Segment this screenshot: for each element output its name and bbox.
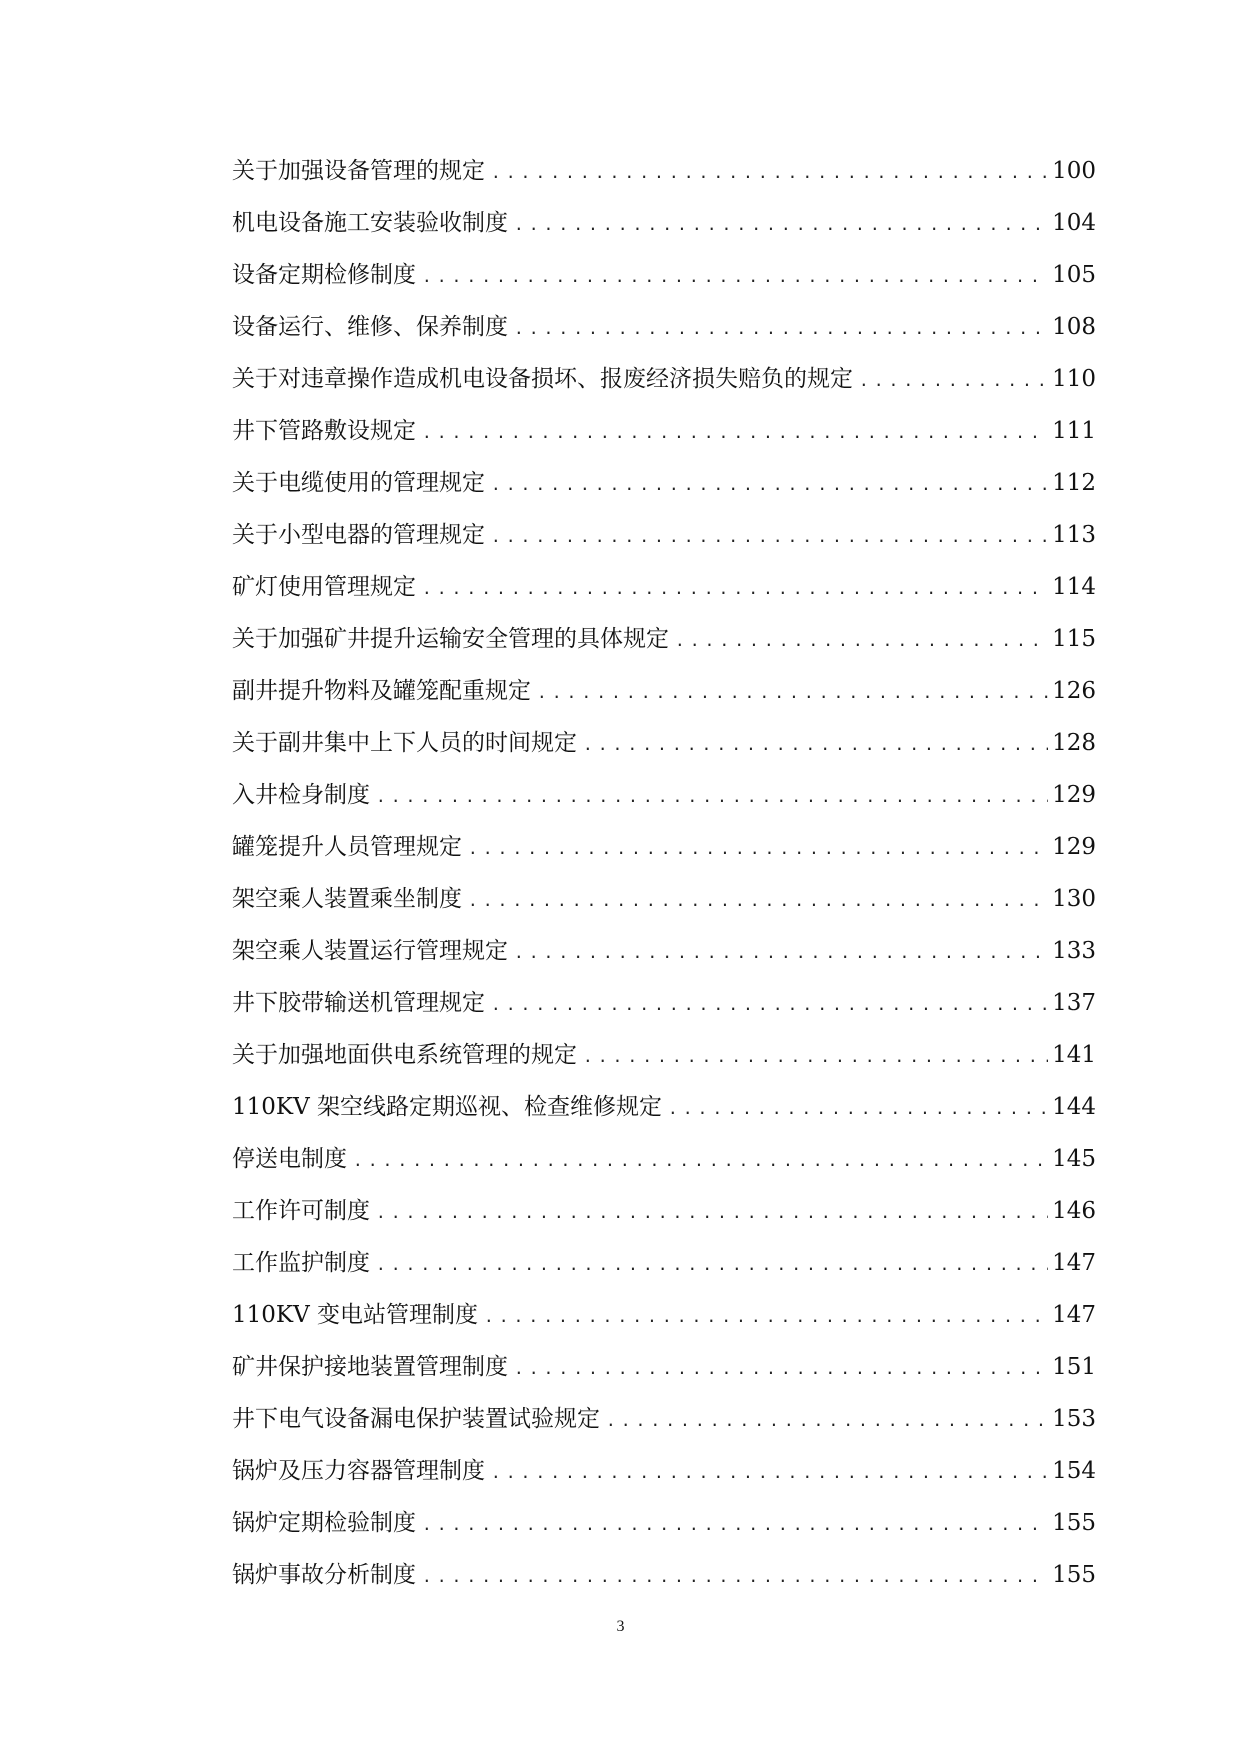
- toc-entry-page: 111: [1052, 418, 1096, 444]
- toc-dot-leader: [537, 680, 1048, 706]
- toc-dot-leader: [491, 472, 1048, 498]
- toc-entry-page: 130: [1052, 886, 1096, 912]
- toc-entry[interactable]: [232, 210, 1096, 262]
- toc-dot-leader: [514, 212, 1048, 238]
- toc-dot-leader: [859, 368, 1048, 394]
- toc-dot-leader: [491, 992, 1048, 1018]
- toc-entry-title: 井下管路敷设规定: [232, 418, 416, 444]
- toc-dot-leader: [668, 1096, 1048, 1122]
- toc-dot-leader: [376, 1252, 1048, 1278]
- toc-entry-page: 145: [1052, 1146, 1096, 1172]
- page-number: 3: [616, 1618, 625, 1635]
- toc-entry-title: 井下胶带输送机管理规定: [232, 990, 485, 1016]
- toc-dot-leader: [376, 1200, 1048, 1226]
- toc-dot-leader: [491, 524, 1048, 550]
- toc-entry-page: 129: [1052, 834, 1096, 860]
- toc-entry[interactable]: [232, 1354, 1096, 1406]
- toc-entry-page: 154: [1052, 1458, 1096, 1484]
- toc-entry[interactable]: [232, 1562, 1096, 1614]
- toc-dot-leader: [606, 1408, 1048, 1434]
- toc-entry-page: 104: [1052, 210, 1096, 236]
- toc-entry-title: 架空乘人装置运行管理规定: [232, 938, 508, 964]
- toc-entry-page: 141: [1052, 1042, 1096, 1068]
- toc-entry-page: 146: [1052, 1198, 1096, 1224]
- toc-entry[interactable]: [232, 366, 1096, 418]
- toc-entry[interactable]: [232, 1302, 1096, 1354]
- toc-entry[interactable]: [232, 158, 1096, 210]
- toc-entry-title: 架空乘人装置乘坐制度: [232, 886, 462, 912]
- toc-dot-leader: [422, 420, 1048, 446]
- toc-dot-leader: [583, 1044, 1048, 1070]
- toc-entry[interactable]: [232, 1042, 1096, 1094]
- toc-entry-title: 锅炉及压力容器管理制度: [232, 1458, 485, 1484]
- table-of-contents: [232, 158, 1096, 1614]
- toc-entry[interactable]: [232, 990, 1096, 1042]
- toc-entry-page: 108: [1052, 314, 1096, 340]
- toc-entry-page: 112: [1052, 470, 1096, 496]
- toc-entry[interactable]: [232, 1250, 1096, 1302]
- toc-entry[interactable]: [232, 314, 1096, 366]
- toc-entry-page: 137: [1052, 990, 1096, 1016]
- toc-entry-title: 关于电缆使用的管理规定: [232, 470, 485, 496]
- toc-entry-title: 110KV 变电站管理制度: [232, 1302, 479, 1328]
- toc-dot-leader: [422, 264, 1048, 290]
- toc-entry[interactable]: [232, 470, 1096, 522]
- toc-dot-leader: [675, 628, 1048, 654]
- toc-entry-page: 151: [1052, 1354, 1096, 1380]
- toc-entry[interactable]: [232, 678, 1096, 730]
- toc-entry[interactable]: [232, 782, 1096, 834]
- toc-entry-title: 关于加强矿井提升运输安全管理的具体规定: [232, 626, 669, 652]
- toc-dot-leader: [491, 160, 1048, 186]
- toc-dot-leader: [468, 836, 1048, 862]
- toc-entry-title: 锅炉事故分析制度: [232, 1562, 416, 1588]
- toc-entry-title: 关于小型电器的管理规定: [232, 522, 485, 548]
- toc-entry-title: 关于副井集中上下人员的时间规定: [232, 730, 577, 756]
- toc-entry-title: 罐笼提升人员管理规定: [232, 834, 462, 860]
- toc-entry-title: 110KV 架空线路定期巡视、检查维修规定: [232, 1094, 663, 1120]
- toc-entry-title: 关于加强地面供电系统管理的规定: [232, 1042, 577, 1068]
- toc-entry[interactable]: [232, 1510, 1096, 1562]
- toc-entry-page: 155: [1052, 1510, 1096, 1536]
- toc-entry[interactable]: [232, 1146, 1096, 1198]
- toc-entry-page: 129: [1052, 782, 1096, 808]
- toc-entry-page: 133: [1052, 938, 1096, 964]
- toc-entry[interactable]: [232, 886, 1096, 938]
- toc-entry-page: 147: [1052, 1302, 1096, 1328]
- toc-entry[interactable]: [232, 730, 1096, 782]
- toc-entry[interactable]: [232, 1406, 1096, 1458]
- toc-dot-leader: [422, 1512, 1048, 1538]
- toc-entry-title: 工作监护制度: [232, 1250, 370, 1276]
- toc-entry-page: 114: [1052, 574, 1096, 600]
- toc-entry-page: 100: [1052, 158, 1096, 184]
- toc-entry[interactable]: [232, 1458, 1096, 1510]
- toc-dot-leader: [376, 784, 1048, 810]
- toc-entry[interactable]: [232, 418, 1096, 470]
- toc-dot-leader: [514, 940, 1048, 966]
- toc-entry-title: 机电设备施工安装验收制度: [232, 210, 508, 236]
- toc-entry-title: 工作许可制度: [232, 1198, 370, 1224]
- toc-entry-title: 副井提升物料及罐笼配重规定: [232, 678, 531, 704]
- toc-entry-page: 113: [1052, 522, 1096, 548]
- toc-entry-title: 设备运行、维修、保养制度: [232, 314, 508, 340]
- toc-entry-page: 115: [1052, 626, 1096, 652]
- toc-entry-page: 144: [1052, 1094, 1096, 1120]
- toc-entry[interactable]: [232, 262, 1096, 314]
- toc-entry-title: 关于加强设备管理的规定: [232, 158, 485, 184]
- toc-dot-leader: [422, 576, 1048, 602]
- toc-dot-leader: [422, 1564, 1048, 1590]
- toc-entry-title: 矿井保护接地装置管理制度: [232, 1354, 508, 1380]
- toc-dot-leader: [468, 888, 1048, 914]
- toc-entry-page: 128: [1052, 730, 1096, 756]
- toc-entry-page: 105: [1052, 262, 1096, 288]
- toc-dot-leader: [491, 1460, 1048, 1486]
- toc-entry[interactable]: [232, 1094, 1096, 1146]
- toc-entry-title: 停送电制度: [232, 1146, 347, 1172]
- toc-entry-page: 153: [1052, 1406, 1096, 1432]
- toc-entry-page: 155: [1052, 1562, 1096, 1588]
- toc-entry[interactable]: [232, 1198, 1096, 1250]
- toc-entry-page: 126: [1052, 678, 1096, 704]
- toc-entry-title: 井下电气设备漏电保护装置试验规定: [232, 1406, 600, 1432]
- toc-dot-leader: [583, 732, 1048, 758]
- toc-entry-page: 147: [1052, 1250, 1096, 1276]
- toc-entry[interactable]: [232, 626, 1096, 678]
- toc-entry-title: 设备定期检修制度: [232, 262, 416, 288]
- toc-entry-title: 入井检身制度: [232, 782, 370, 808]
- toc-entry-title: 矿灯使用管理规定: [232, 574, 416, 600]
- toc-entry-page: 110: [1052, 366, 1096, 392]
- toc-entry[interactable]: [232, 834, 1096, 886]
- toc-entry[interactable]: [232, 574, 1096, 626]
- toc-dot-leader: [514, 1356, 1048, 1382]
- toc-entry[interactable]: [232, 938, 1096, 990]
- toc-entry[interactable]: [232, 522, 1096, 574]
- toc-dot-leader: [514, 316, 1048, 342]
- toc-entry-title: 关于对违章操作造成机电设备损坏、报废经济损失赔负的规定: [232, 366, 853, 392]
- toc-entry-title: 锅炉定期检验制度: [232, 1510, 416, 1536]
- toc-dot-leader: [353, 1148, 1048, 1174]
- toc-dot-leader: [484, 1304, 1048, 1330]
